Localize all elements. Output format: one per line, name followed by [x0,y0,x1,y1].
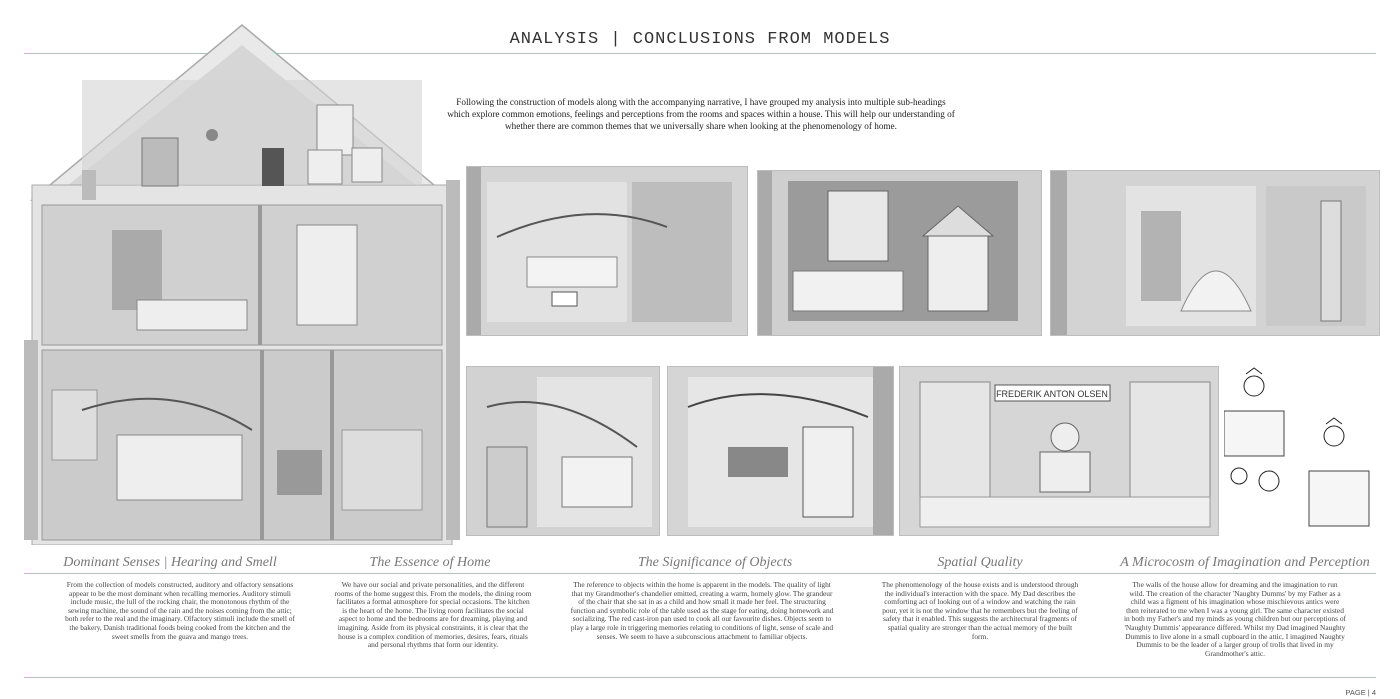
dollhouse-model-photo [22,20,462,545]
heading-spatial-quality: Spatial Quality [937,555,1023,570]
bedroom-rain-model-photo [757,170,1042,336]
shop-sign: FREDERIK ANTON OLSEN [996,389,1108,399]
attic-model-photo [1050,170,1380,336]
heading-essence-of-home: The Essence of Home [369,555,491,570]
body-essence-of-home: We have our social and private personalities, and the different rooms of the home suggest this. From the models, the dining room facilitates a formal atmosphere for special occasions. The kitchen is the heart of the home. The living room facilitates the social aspect to home and the bedrooms are for dreaming, playing and imagining. Aside from its physical constraints, it is clear that the house is a complex condition of memories, desires, fears, rituals and personal rhythms that form our identity. [334,580,532,650]
headings-rule [24,573,1376,574]
living-room-radio-model-photo [466,366,660,536]
page-number: PAGE | 4 [1345,688,1376,697]
page-title: ANALYSIS | CONCLUSIONS FROM MODELS [509,30,891,49]
body-dominant-senses: From the collection of models constructed, auditory and olfactory sensations appear to be the most dominant when recalling memories. Auditory stimuli include music, the lull of the rocking chair, the monotonous rhythm of the sewing machine, the sound of the rain and the noises coming from the attic; both refer to the real and the imaginary. Olfactory stimuli include the smell of the bakery, Danish traditional foods being cooked from the kitchen and the sweet smells from the guava and mango trees. [65,580,295,641]
heading-microcosm: A Microcosm of Imagination and Perception [1120,555,1370,570]
heading-dominant-senses: Dominant Senses | Hearing and Smell [63,555,277,570]
body-significance-of-objects: The reference to objects within the home is apparent in the models. The quality of light that my Grandmother's chandelier emitted, creating a warm, homely glow. The grandeur of the chair that she sat in as a child and how small it made her feel. The structuring function and symbolic role of the table used as the stage for eating, doing homework and socializing. The red cast-iron pan used to cook all our favourite dishes. Objects seem to play a large role in triggering memories relating to conditions of light, sense of scale and senses. We seem to have a subconscious attachment to familiar objects. [570,580,834,641]
bottom-rule [24,677,1376,678]
trolls-illustration [1224,366,1379,534]
music-room-chair-model-photo [667,366,894,536]
intro-paragraph: Following the construction of models along with the accompanying narrative, I have grouped my analysis into multiple sub-headings which explore common emotions, feelings and perceptions from the rooms and spaces within a house. This will help our understanding of whether there are common themes that we universally share when looking at the phenomenology of home. [447,97,955,131]
heading-significance-of-objects: The Significance of Objects [637,555,793,570]
dining-room-model-photo [466,166,748,336]
body-spatial-quality: The phenomenology of the house exists and is understood through the individual's interaction with the space. My Dad describes the comforting act of looking out of a window and watching the rain pour, yet it is not the window that he remembers but the feeling of safety that it enabled. This suggests the architectural fragments of spatial quality are stronger than the actual memory of the built form. [881,580,1079,641]
body-microcosm: The walls of the house allow for dreaming and the imagination to run wild. The creation of the character 'Naughty Dumms' by my Father as a child was a figment of his imagination whose mischievous antics were then reiterated to me when I was a young girl. The same character existed in both my Father's and my minds as young children but our perceptions of 'Naughty Dummis' appearance differed. Whilst my Dad imagined Naughty Dummis to live alone in a small cupboard in the attic, I imagined Naughty Dummis to be the leader of a larger group of trolls that lived in my Grandmother's attic. [1124,580,1346,658]
bakery-model-photo [899,366,1219,536]
